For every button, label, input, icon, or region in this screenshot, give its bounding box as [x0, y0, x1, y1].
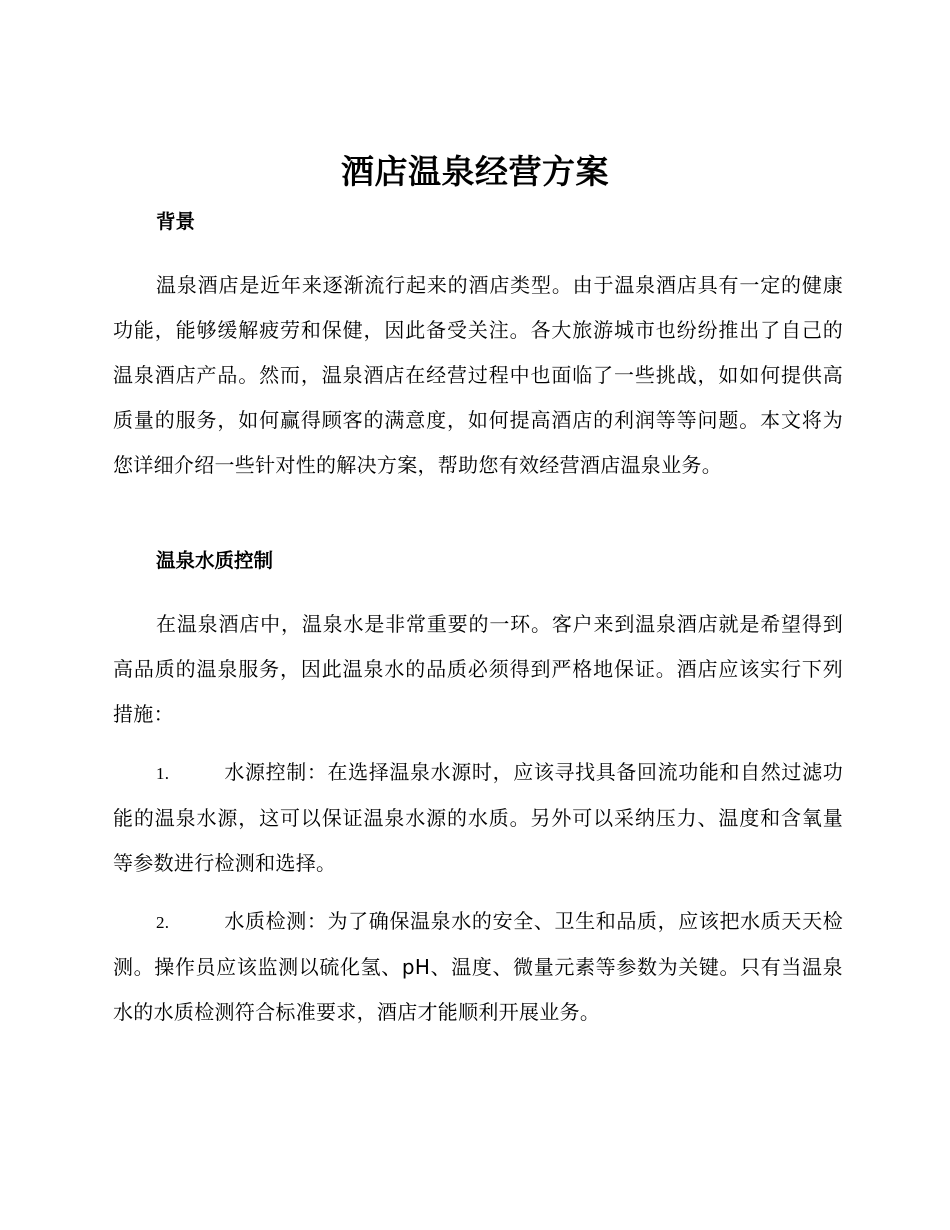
section-background [113, 207, 843, 488]
list-item-number: 1. [156, 764, 170, 783]
list-item [113, 899, 843, 1035]
paragraph: 在温泉酒店中，温泉水是非常重要的一环。客户来到温泉酒店就是希望得到高品质的温泉服务，因此温泉水的品质必须得到严格地保证。酒店应该实行下列措施： [113, 612, 843, 726]
section-heading: 背景 [156, 210, 196, 233]
list-item-text: 水质检测：为了确保温泉水的安全、卫生和品质，应该把水质天天检测。操作员应该监测以硫化氢、pH、温度、微量元素等参数为关键。只有当温泉水的水质检测符合标准要求，酒店才能顺利开展业务。 [113, 909, 843, 1024]
list-item-number: 2. [156, 913, 170, 932]
document-title: 酒店温泉经营方案 [341, 152, 609, 191]
paragraph: 温泉酒店是近年来逐渐流行起来的酒店类型。由于温泉酒店具有一定的健康功能，能够缓解疲劳和保健，因此备受关注。各大旅游城市也纷纷推出了自己的温泉酒店产品。然而，温泉酒店在经营过程中也面临了一些挑战，如如何提供高质量的服务，如何赢得顾客的满意度，如何提高酒店的利润等等问题。本文将为您详细介绍一些针对性的解决方案，帮助您有效经营酒店温泉业务。 [113, 273, 843, 477]
list-item [113, 750, 843, 886]
section-water-quality [113, 546, 843, 1048]
list-item-text: 水源控制：在选择温泉水源时，应该寻找具备回流功能和自然过滤功能的温泉水源，这可以保证温泉水源的水质。另外可以采纳压力、温度和含氧量等参数进行检测和选择。 [113, 760, 843, 875]
section-heading: 温泉水质控制 [156, 549, 274, 572]
